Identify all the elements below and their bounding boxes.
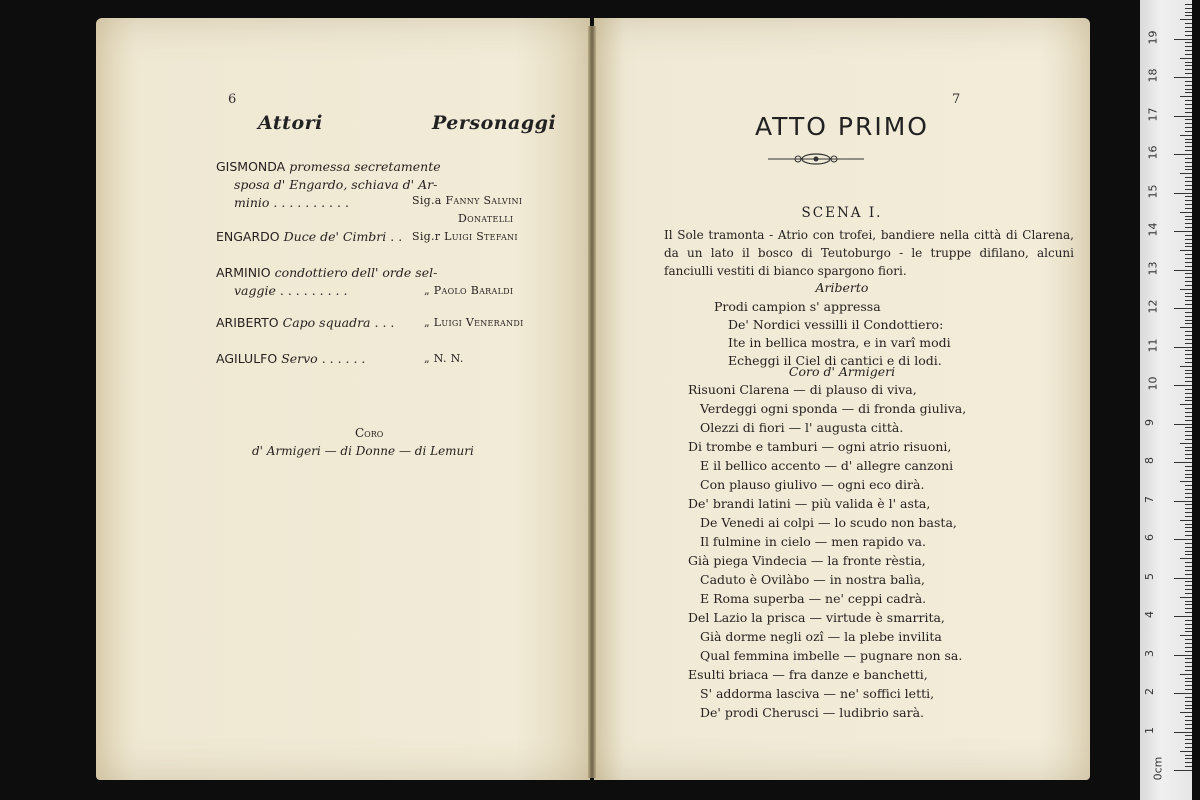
verse-line: Con plauso giulivo — ogni eco dirà. (700, 477, 925, 492)
ruler-tick (1185, 335, 1192, 336)
ruler-tick (1185, 724, 1192, 725)
ruler-tick (1185, 31, 1192, 32)
ruler-tick (1185, 339, 1192, 340)
ruler-tick (1185, 166, 1192, 167)
ruler-tick (1185, 762, 1192, 763)
ruler-tick (1185, 639, 1192, 640)
ruler-tick (1185, 150, 1192, 151)
ruler-tick (1185, 393, 1192, 394)
ruler-tick (1185, 747, 1192, 748)
ruler-tick (1174, 462, 1192, 463)
ruler-tick (1185, 277, 1192, 278)
ruler-label: 7 (1143, 495, 1156, 503)
ruler-tick (1185, 108, 1192, 109)
verse-line: Echeggi il Ciel di cantici e di lodi. (728, 353, 942, 368)
ruler-tick (1185, 285, 1192, 286)
ruler-tick (1185, 470, 1192, 471)
ruler-tick (1185, 504, 1192, 505)
ruler-tick (1180, 558, 1192, 559)
ruler-label: 13 (1146, 261, 1160, 275)
speaker-ariberto: Ariberto (815, 280, 869, 295)
ruler-tick (1185, 666, 1192, 667)
ruler-label: 10 (1146, 376, 1160, 391)
ruler-tick (1185, 254, 1192, 255)
ruler-tick (1185, 89, 1192, 90)
ruler-tick (1185, 227, 1192, 228)
ruler-tick (1174, 385, 1192, 386)
ruler-tick (1180, 597, 1192, 598)
ruler-tick (1174, 693, 1192, 694)
ruler-tick (1185, 728, 1192, 729)
ruler-tick (1180, 19, 1192, 20)
ruler-label: 17 (1146, 107, 1160, 121)
role-desc: promessa secretamente (289, 159, 441, 174)
ruler-label: 11 (1146, 338, 1160, 352)
verse-line: Caduto è Ovilàbo — in nostra balìa, (700, 572, 926, 587)
ruler-tick (1185, 697, 1192, 698)
ruler-tick (1185, 127, 1192, 128)
role-engardo: ENGARDO Duce de' Cimbri . . (216, 229, 403, 244)
ruler-label: 14 (1146, 222, 1160, 237)
ruler-tick (1174, 193, 1192, 194)
ruler-tick (1185, 196, 1192, 197)
ruler-tick (1185, 601, 1192, 602)
verse-line: E Roma superba — ne' ceppi cadrà. (700, 591, 927, 606)
ruler-tick (1174, 77, 1192, 78)
ruler-tick (1185, 589, 1192, 590)
ruler-tick (1185, 766, 1192, 767)
ruler-tick (1185, 189, 1192, 190)
ruler-tick (1185, 312, 1192, 313)
ruler-tick (1174, 154, 1192, 155)
ruler-tick (1185, 485, 1192, 486)
ruler-tick (1174, 424, 1192, 425)
ruler-tick (1185, 543, 1192, 544)
ruler-tick (1185, 142, 1192, 143)
ruler-tick (1185, 177, 1192, 178)
ruler-tick (1185, 620, 1192, 621)
verse-line: Qual femmina imbelle — pugnare non sa. (700, 648, 963, 663)
role-agilulfo: AGILULFO Servo . . . . . . (216, 351, 366, 366)
ruler-tick (1180, 481, 1192, 482)
ruler-tick (1185, 624, 1192, 625)
ruler-label: 8 (1143, 457, 1156, 464)
role-gismonda: GISMONDA promessa secretamente sposa d' Engardo, schiava d' Ar- minio . . . . . . . . . . (216, 158, 536, 212)
ruler-tick (1185, 566, 1192, 567)
ruler-label: 18 (1146, 68, 1160, 83)
ruler-tick (1185, 62, 1192, 63)
ruler-tick (1185, 708, 1192, 709)
ruler-label: 5 (1143, 572, 1156, 580)
ruler-tick (1185, 551, 1192, 552)
ruler-tick (1180, 520, 1192, 521)
actor-gismonda-line2: Donatelli (458, 212, 514, 225)
ruler-tick (1185, 146, 1192, 147)
ruler-tick (1185, 239, 1192, 240)
ruler-tick (1185, 678, 1192, 679)
ruler-tick (1185, 547, 1192, 548)
ruler-tick (1185, 200, 1192, 201)
verse-line: Già piega Vindecia — la fronte rèstia, (688, 553, 926, 568)
ruler-tick (1185, 293, 1192, 294)
ruler-tick (1185, 400, 1192, 401)
verse-line: Del Lazio la prisca — virtude è smarrita, (688, 610, 945, 625)
role-arminio: ARMINIO condottiero dell' orde sel- vaggie . . . . . . . . . (216, 265, 438, 298)
ruler-tick (1185, 593, 1192, 594)
verse-line: Esulti briaca — fra danze e banchetti, (688, 667, 928, 682)
ruler-tick (1185, 658, 1192, 659)
ruler-tick (1185, 608, 1192, 609)
ruler-tick (1185, 123, 1192, 124)
ruler-tick (1180, 635, 1192, 636)
actor-engardo: Sig.r Luigi Stefani (412, 230, 518, 243)
ruler-label: 1 (1143, 726, 1156, 734)
speaker-coro: Coro d' Armigeri (788, 364, 896, 379)
ruler-label: 2 (1143, 688, 1156, 695)
role-desc: minio (234, 195, 270, 210)
actor-gismonda: Sig.a Fanny Salvini (412, 194, 523, 207)
ruler-tick (1185, 758, 1192, 759)
ruler-tick (1185, 581, 1192, 582)
ornament-icon (768, 152, 864, 166)
ruler-tick (1185, 450, 1192, 451)
ruler-tick (1185, 223, 1192, 224)
ruler-tick (1185, 412, 1192, 413)
ruler-tick (1174, 231, 1192, 232)
ruler-label: 12 (1146, 299, 1160, 314)
ruler-tick (1185, 474, 1192, 475)
ruler-tick (1185, 454, 1192, 455)
ruler-tick (1185, 755, 1192, 756)
verse-line: Ite in bellica mostra, e in varî modi (728, 335, 951, 350)
ruler-tick (1185, 100, 1192, 101)
ruler-tick (1174, 501, 1192, 502)
ruler-tick (1180, 674, 1192, 675)
ruler-tick (1185, 208, 1192, 209)
ruler-tick (1174, 347, 1192, 348)
ruler-tick (1174, 770, 1192, 771)
ruler-tick (1185, 670, 1192, 671)
ruler-tick (1185, 716, 1192, 717)
ruler-tick (1185, 281, 1192, 282)
verse-line: Il fulmine in cielo — men rapido va. (700, 534, 926, 549)
ruler-tick (1185, 316, 1192, 317)
verse-line: De' prodi Cherusci — ludibrio sarà. (700, 705, 924, 720)
ruler-label: 4 (1143, 611, 1156, 618)
verse-line: De Venedi ai colpi — lo scudo non basta, (700, 515, 957, 530)
ruler-tick (1185, 69, 1192, 70)
ruler-tick (1185, 612, 1192, 613)
ruler-tick (1185, 162, 1192, 163)
ruler-tick (1185, 243, 1192, 244)
ruler-tick (1185, 701, 1192, 702)
right-page-number: 7 (952, 92, 961, 107)
ruler-tick (1174, 39, 1192, 40)
ruler-tick (1185, 531, 1192, 532)
header-characters: Personaggi (432, 112, 557, 134)
ruler-tick (1185, 604, 1192, 605)
ruler-tick (1185, 23, 1192, 24)
ruler-tick (1185, 204, 1192, 205)
ruler-tick (1185, 158, 1192, 159)
ruler-label: 15 (1146, 184, 1160, 198)
ruler-tick (1180, 366, 1192, 367)
verse-line: De' brandi latini — più valida è l' asta, (688, 496, 931, 511)
ruler-tick (1180, 250, 1192, 251)
ruler-tick (1185, 81, 1192, 82)
ruler-tick (1185, 350, 1192, 351)
ruler-tick (1185, 458, 1192, 459)
verse-line: Già dorme negli ozî — la plebe invilita (700, 629, 942, 644)
verse-line: Verdeggi ogni sponda — di fronda giuliva, (700, 401, 967, 416)
coro-title: Coro (355, 426, 384, 440)
ruler-tick (1185, 743, 1192, 744)
ruler-tick (1185, 489, 1192, 490)
verse-line: Risuoni Clarena — di plauso di viva, (688, 382, 917, 397)
ruler-tick (1185, 35, 1192, 36)
ruler-tick (1185, 420, 1192, 421)
ruler-tick (1185, 304, 1192, 305)
ruler-tick (1180, 58, 1192, 59)
ruler-tick (1185, 397, 1192, 398)
ruler-tick (1185, 185, 1192, 186)
left-page-number: 6 (228, 92, 237, 107)
ruler-tick (1185, 54, 1192, 55)
ruler-tick (1185, 408, 1192, 409)
ruler-tick (1185, 92, 1192, 93)
ruler-tick (1185, 12, 1192, 13)
ruler-tick (1185, 739, 1192, 740)
ruler-label: 3 (1143, 649, 1156, 657)
ruler-tick (1185, 354, 1192, 355)
ruler-tick (1185, 42, 1192, 43)
ruler-tick (1174, 578, 1192, 579)
ruler-tick (1185, 416, 1192, 417)
ruler-tick (1185, 15, 1192, 16)
ruler-tick (1185, 370, 1192, 371)
ruler-tick (1185, 439, 1192, 440)
ruler-label: 16 (1146, 145, 1160, 160)
ruler-tick (1185, 320, 1192, 321)
ruler-tick (1174, 539, 1192, 540)
ruler-tick (1185, 497, 1192, 498)
ruler-tick (1180, 327, 1192, 328)
ruler-tick (1185, 50, 1192, 51)
verse-line: Prodi campion s' appressa (714, 299, 881, 314)
ruler-tick (1185, 508, 1192, 509)
ruler-tick (1185, 685, 1192, 686)
ruler-tick (1185, 246, 1192, 247)
ruler-tick (1185, 112, 1192, 113)
ruler-tick (1185, 65, 1192, 66)
ruler-tick (1185, 493, 1192, 494)
ruler-tick (1185, 662, 1192, 663)
ruler-tick (1185, 377, 1192, 378)
ruler-tick (1185, 235, 1192, 236)
ruler-tick (1185, 535, 1192, 536)
ruler-tick (1185, 266, 1192, 267)
ruler-tick (1185, 8, 1192, 9)
ruler-tick (1185, 169, 1192, 170)
ruler-tick (1185, 447, 1192, 448)
ruler-tick (1185, 73, 1192, 74)
ruler-tick (1185, 512, 1192, 513)
ruler-tick (1180, 404, 1192, 405)
verse-line: E il bellico accento — d' allegre canzoni (700, 458, 954, 473)
ruler-tick (1185, 300, 1192, 301)
ruler-tick (1185, 181, 1192, 182)
ruler-tick (1185, 296, 1192, 297)
ruler-tick (1185, 258, 1192, 259)
ruler-tick (1180, 96, 1192, 97)
ruler-tick (1185, 362, 1192, 363)
ruler-tick (1185, 119, 1192, 120)
header-actors: Attori (258, 112, 323, 134)
ruler-tick (1174, 116, 1192, 117)
scene-title: SCENA I. (801, 205, 883, 221)
actor-arminio: „ Paolo Baraldi (424, 284, 514, 297)
actor-ariberto: „ Luigi Venerandi (424, 316, 524, 329)
ruler-tick (1185, 389, 1192, 390)
ruler-tick (1185, 705, 1192, 706)
ruler-tick (1185, 585, 1192, 586)
ruler-tick (1185, 527, 1192, 528)
ruler-tick (1185, 735, 1192, 736)
ruler-tick (1185, 331, 1192, 332)
verse-line: S' addorma lasciva — ne' soffici letti, (700, 686, 935, 701)
verse-line: Di trombe e tamburi — ogni atrio risuoni, (688, 439, 952, 454)
ruler-tick (1185, 4, 1192, 5)
ruler-tick (1185, 219, 1192, 220)
ruler-tick (1185, 647, 1192, 648)
ruler-tick (1180, 212, 1192, 213)
role-name: GISMONDA (216, 159, 286, 174)
ruler-tick (1185, 562, 1192, 563)
ruler-tick (1185, 273, 1192, 274)
act-title: ATTO PRIMO (755, 112, 929, 141)
ruler-tick (1174, 732, 1192, 733)
ruler-tick (1185, 427, 1192, 428)
ruler-tick (1185, 516, 1192, 517)
ruler-tick (1185, 477, 1192, 478)
coro-line: d' Armigeri — di Donne — di Lemuri (252, 444, 474, 458)
ruler-tick (1185, 435, 1192, 436)
ruler-tick (1174, 308, 1192, 309)
role-ariberto: ARIBERTO Capo squadra . . . (216, 315, 395, 330)
ruler-tick (1185, 85, 1192, 86)
ruler-label: 19 (1146, 30, 1160, 44)
ruler-tick (1185, 689, 1192, 690)
ruler-tick (1180, 751, 1192, 752)
verse-line: Olezzi di fiori — l' augusta città. (700, 420, 904, 435)
ruler-tick (1185, 524, 1192, 525)
stage-direction: Il Sole tramonta - Atrio con trofei, bandiere nella città di Clarena, da un lato il bosco di Teutoburgo - le truppe difilano, alcuni fanciulli vestiti di bianco spargono fiori. (664, 228, 1074, 278)
measurement-ruler (1140, 0, 1192, 800)
ruler-label: 6 (1143, 534, 1156, 541)
ruler-tick (1185, 681, 1192, 682)
ruler-tick (1185, 373, 1192, 374)
ruler-tick (1185, 554, 1192, 555)
ruler-tick (1185, 431, 1192, 432)
role-desc: sposa d' Engardo, schiava d' Ar- (234, 177, 438, 192)
ruler-tick (1185, 628, 1192, 629)
ruler-tick (1174, 655, 1192, 656)
ruler-tick (1185, 139, 1192, 140)
ruler-label: 0cm (1151, 756, 1165, 781)
ruler-tick (1185, 570, 1192, 571)
ruler-tick (1185, 323, 1192, 324)
ruler-tick (1185, 466, 1192, 467)
ruler-tick (1185, 631, 1192, 632)
ruler-tick (1185, 574, 1192, 575)
ruler-label: 9 (1143, 418, 1156, 426)
actor-agilulfo: „ N. N. (424, 352, 464, 365)
ruler-tick (1174, 616, 1192, 617)
ruler-tick (1185, 381, 1192, 382)
ruler-tick (1185, 104, 1192, 105)
ruler-tick (1180, 443, 1192, 444)
ruler-tick (1180, 135, 1192, 136)
ruler-tick (1185, 358, 1192, 359)
ruler-tick (1185, 343, 1192, 344)
ruler-tick (1185, 27, 1192, 28)
ruler-tick (1185, 720, 1192, 721)
ruler-tick (1180, 712, 1192, 713)
ruler-tick (1185, 216, 1192, 217)
ruler-tick (1185, 131, 1192, 132)
ruler-tick (1185, 651, 1192, 652)
ruler-tick (1185, 262, 1192, 263)
ruler-tick (1180, 173, 1192, 174)
verse-line: De' Nordici vessilli il Condottiero: (728, 317, 944, 332)
ruler-tick (1180, 289, 1192, 290)
ruler-tick (1185, 643, 1192, 644)
ruler-tick (1174, 270, 1192, 271)
ruler-tick (1185, 46, 1192, 47)
